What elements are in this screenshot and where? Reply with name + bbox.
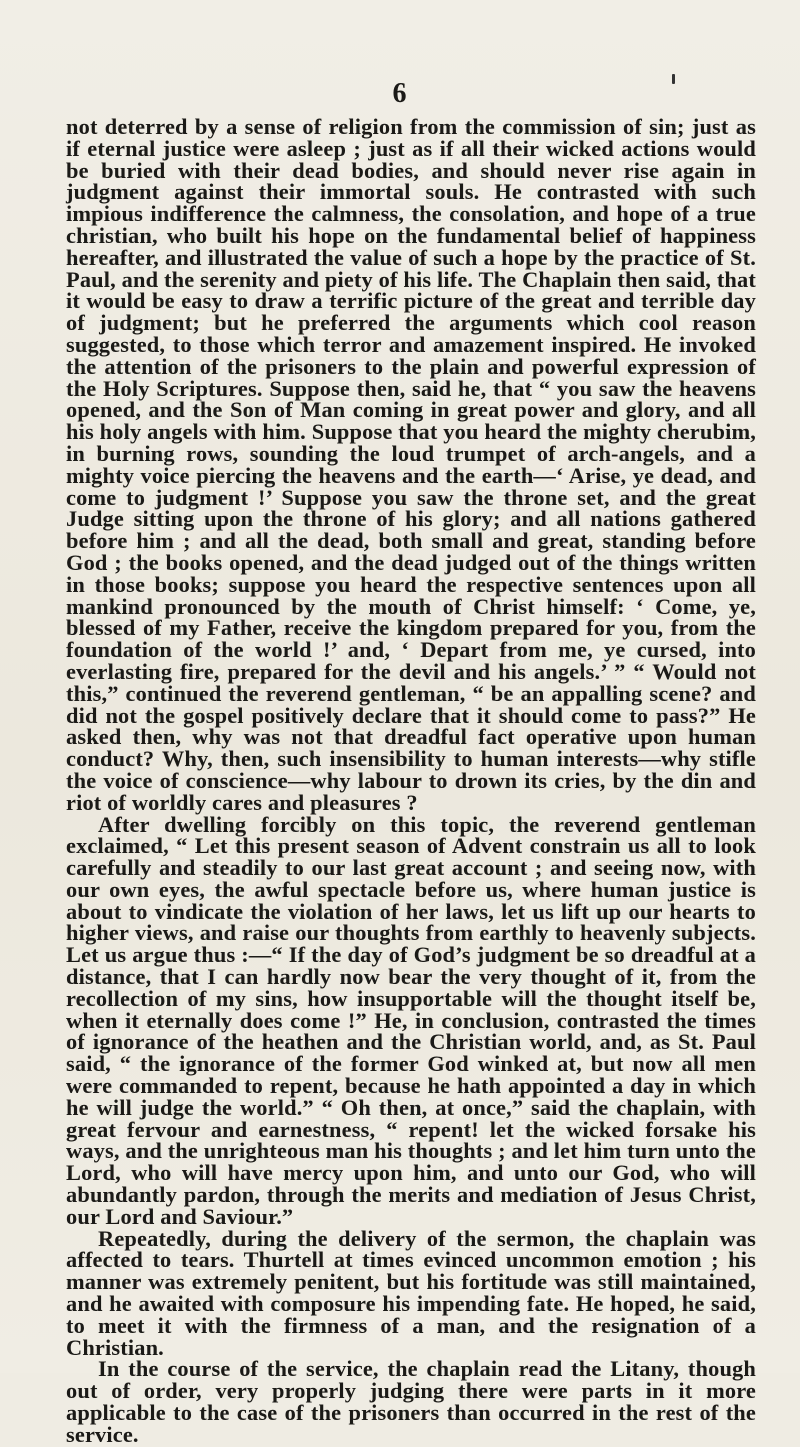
page-body — [66, 116, 756, 1446]
paragraph: After dwelling forcibly on this topic, the reverend gentleman exclaimed, “ Let this present season of Advent constrain us all to look carefully and steadily to our last great account ; and seeing now, with our own eyes, the awful spectacle before us, where human justice is about to vindicate the violation of her laws, let us lift up our hearts to higher views, and raise our thoughts from earthly to heavenly subjects. Let us argue thus :—“ If the day of God’s judgment be so dreadful at a distance, that I can hardly now bear the very thought of it, from the recollection of my sins, how insupportable will the thought itself be, when it eternally does come !” He, in conclusion, contrasted the times of ignorance of the heathen and the Christian world, and, as St. Paul said, “ the ignorance of the former God winked at, but now all men were commanded to repent, because he hath appointed a day in which he will judge the world.” “ Oh then, at once,” said the chaplain, with great fervour and earnestness, “ repent! let the wicked forsake his ways, and the unrighteous man his thoughts ; and let him turn unto the Lord, who will have mercy upon him, and unto our God, who will abundantly pardon, through the merits and mediation of Jesus Christ, our Lord and Saviour.” — [66, 811, 756, 1229]
paragraph: Repeatedly, during the delivery of the sermon, the chaplain was affected to tears. Thurtell at times evinced uncommon emotion ; his manner was extremely penitent, but his fortitude was still maintained, and he awaited with composure his impending fate. He hoped, he said, to meet it with the firmness of a man, and the resignation of a Christian. — [66, 1225, 756, 1360]
paragraph: In the course of the service, the chaplain read the Litany, though out of order, very properly judging there were parts in it more applicable to the case of the prisoners than occurred in the rest of the service. — [66, 1356, 756, 1447]
page-number: 6 — [392, 78, 408, 109]
paragraph: not deterred by a sense of religion from the commission of sin; just as if eternal justice were asleep ; just as if all their wicked actions would be buried with their dead bodies, and should never rise again in judgment against their immortal souls. He contrasted with such impious indifference the calmness, the consolation, and hope of a true christian, who built his hope on the fundamental belief of happiness hereafter, and illustrated the value of such a hope by the practice of St. Paul, and the serenity and piety of his life. The Chaplain then said, that it would be easy to draw a terrific picture of the great and terrible day of judgment; but he preferred the arguments which cool reason suggested, to those which terror and amazement inspired. He invoked the attention of the prisoners to the plain and powerful expression of the Holy Scriptures. Suppose then, said he, that “ you saw the heavens opened, and the Son of Man coming in great power and glory, and all his holy angels with him. Suppose that you heard the mighty cherubim, in burning rows, sounding the loud trumpet of arch-angels, and a mighty voice piercing the heavens and the earth—‘ Arise, ye dead, and come to judgment !’ Suppose you saw the throne set, and the great Judge sitting upon the throne of his glory; and all nations gathered before him ; and all the dead, both small and great, standing before God ; the books opened, and the dead judged out of the things written in those books; suppose you heard the respective sentences upon all mankind pronounced by the mouth of Christ himself: ‘ Come, ye, blessed of my Father, receive the kingdom prepared for you, from the foundation of the world !’ and, ‘ Depart from me, ye cursed, into everlasting fire, prepared for the devil and his angels.’ ” “ Would not this,” continued the reverend gentleman, “ be an appalling scene? and did not the gospel positively declare that it should come to pass?” He asked then, why was not that dreadful fact operative upon human conduct? Why, then, such insensibility to human interests—why stifle the voice of conscience—why labour to drown its cries, by the din and riot of worldly cares and pleasures ? — [66, 114, 756, 815]
